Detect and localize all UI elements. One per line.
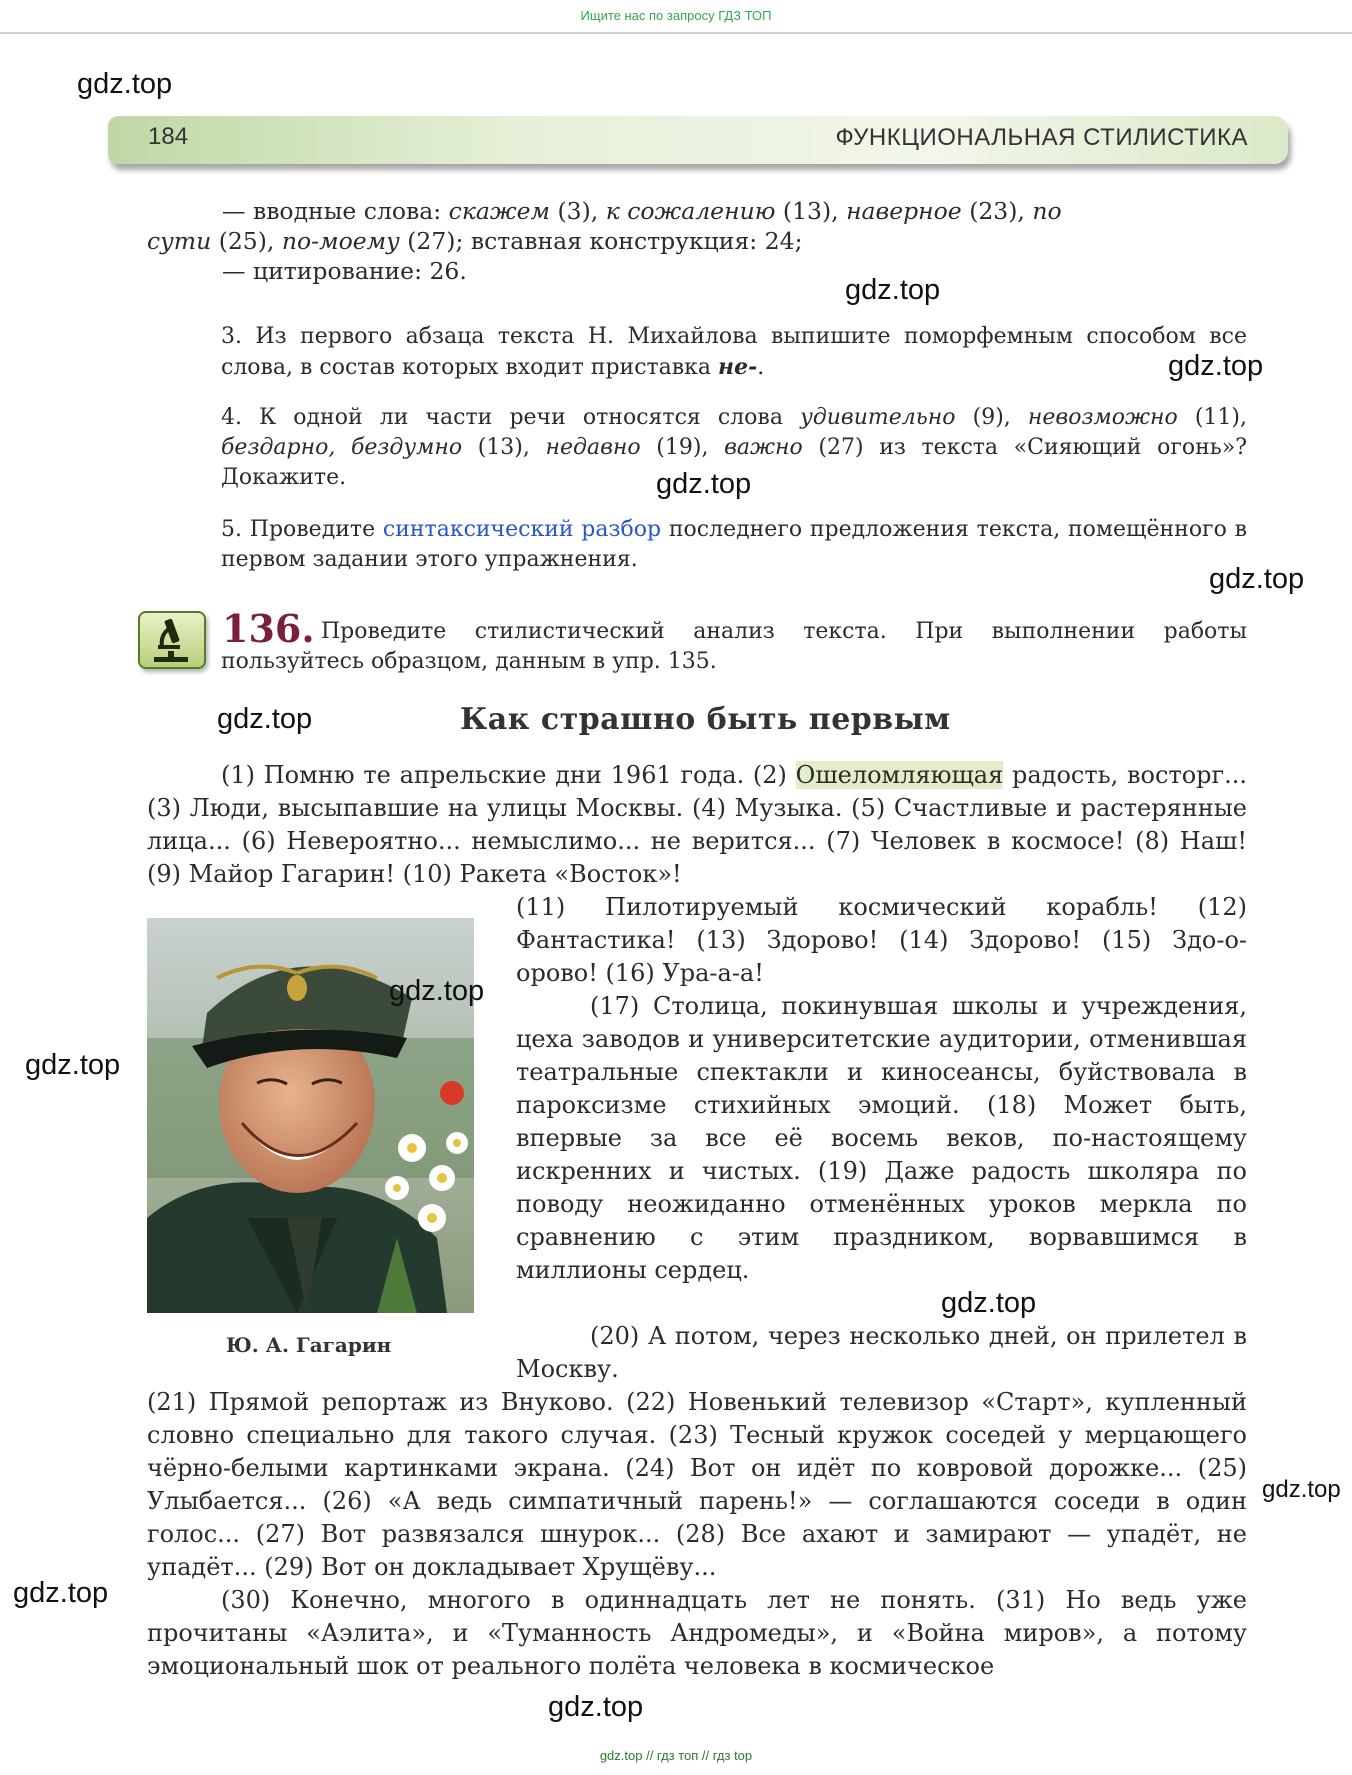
exercise-number: 136.: [222, 606, 315, 651]
exercise-instruction: Проведите стилистический анализ текста. При выполнении работы пользуйтесь образцом, данным в упр. 135.: [221, 619, 1247, 674]
intro-line-2: сути (25), по-моему (27); вставная конструкция: 24;: [147, 227, 803, 255]
photo-caption: Ю. А. Гагарин: [226, 1333, 392, 1357]
watermark: gdz.top: [1168, 350, 1264, 382]
watermark: gdz.top: [845, 274, 941, 306]
story-paragraph-3: (30) Конечно, многого в одиннадцать лет не понять. (31) Но ведь уже прочитаны «Аэлита», и «Туманность Андромеды», и «Война миров», а потому эмоциональный шок от реального полёта человека в космическое: [147, 1586, 1247, 1680]
section-title: ФУНКЦИОНАЛЬНАЯ СТИЛИСТИКА: [835, 124, 1248, 151]
microscope-icon: [138, 611, 206, 669]
intro-line-1: — вводные слова: скажем (3), к сожалению (13), наверное (23), по: [222, 197, 1062, 225]
highlighted-word: Ошеломляющая: [795, 761, 1004, 789]
story-right-column-2: (17) Столица, покинувшая школы и учреждения, цеха заводов и университетские аудитории, отменившая театральные спектакли и киносеансы, буйствовала в пароксизме стихийных эмоций. (18) Может быть, впервые за все её восемь веков, по-настоящему искренних и чистых. (19) Даже радость школяра по поводу неожиданно отменённых уроков меркла по сравнению с этим праздником, ворвавшимся в миллионы сердец.: [516, 992, 1247, 1284]
syntax-analysis-link[interactable]: синтаксический разбор: [382, 517, 662, 542]
watermark: gdz.top: [77, 68, 173, 100]
page-number: 184: [148, 123, 189, 150]
bottom-links[interactable]: gdz.top // гдз топ // гдз top: [599, 1748, 753, 1763]
story-title: Как страшно быть первым: [460, 702, 951, 737]
story-paragraph-1: (1) Помню те апрельские дни 1961 года. (2) Ошеломляющая радость, восторг... (3) Люди, высыпавшие на улицы Москвы. (4) Музыка. (5) Счастливые и растерянные лица... (6) Невероятно... немыслимо... не верится... (7) Человек в космосе! (8) Наш! (9) Майор Гагарин! (10) Ракета «Восток»!: [147, 761, 1247, 888]
task-5: 5. Проведите синтаксический разбор последнего предложения текста, помещённого в первом задании этого упражнения.: [221, 517, 1248, 572]
watermark: gdz.top: [656, 468, 752, 500]
intro-line-3: — цитирование: 26.: [222, 257, 467, 285]
task-4: 4. К одной ли части речи относятся слова удивительно (9), невозможно (11), бездарно, бездумно (13), недавно (19), важно (27) из текста «Сияющий огонь»? Докажите.: [221, 405, 1248, 490]
watermark: gdz.top: [25, 1049, 121, 1081]
story-paragraph-2: (21) Прямой репортаж из Внуково. (22) Новенький телевизор «Старт», купленный словно специально для такого случая. (23) Тесный кружок соседей у мерцающего чёрно-белыми картинками экрана. (24) Вот он идёт по ковровой дорожке... (25) Улыбается... (26) «А ведь симпатичный парень!» — соглашаются соседи в один голос... (27) Вот развязался шнурок... (28) Все ахают и замирают — упадёт, не упадёт... (29) Вот он докладывает Хрущёву...: [147, 1388, 1247, 1581]
intro-block: [147, 196, 1247, 286]
watermark: gdz.top: [1262, 1476, 1341, 1503]
top-banner-text: Ищите нас по запросу ГДЗ ТОП: [580, 8, 772, 23]
story-right-column-1: (11) Пилотируемый космический корабль! (12) Фантастика! (13) Здорово! (14) Здорово! (15) Здо-о-орово! (16) Ура-а-а!: [516, 893, 1247, 987]
top-banner: [0, 0, 1352, 34]
watermark: gdz.top: [217, 703, 313, 735]
watermark: gdz.top: [389, 975, 485, 1007]
watermark: gdz.top: [548, 1691, 644, 1723]
watermark: gdz.top: [941, 1287, 1037, 1319]
watermark: gdz.top: [13, 1577, 109, 1609]
task-3: 3. Из первого абзаца текста Н. Михайлова выпишите поморфемным способом все слова, в состав которых входит приставка не-.: [221, 324, 1247, 380]
story-right-column-3: (20) А потом, через несколько дней, он прилетел в Москву.: [516, 1322, 1247, 1383]
watermark: gdz.top: [1209, 563, 1305, 595]
